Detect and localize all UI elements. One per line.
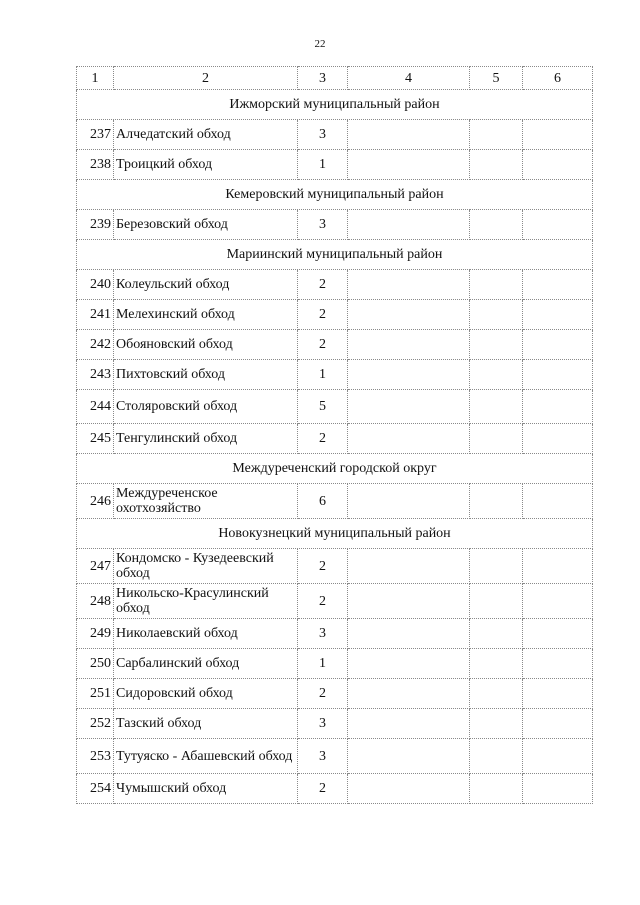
row-number: 249	[77, 619, 114, 649]
empty-cell	[470, 120, 523, 150]
section-header-row	[77, 90, 593, 120]
section-title: Междуреченский городской округ	[77, 454, 593, 484]
empty-cell	[348, 584, 470, 619]
table-row	[77, 619, 593, 649]
table-row	[77, 484, 593, 519]
area-value: 3	[298, 210, 348, 240]
row-number: 254	[77, 774, 114, 804]
area-value: 6	[298, 484, 348, 519]
section-header-row	[77, 240, 593, 270]
empty-cell	[523, 649, 593, 679]
empty-cell	[523, 679, 593, 709]
area-value: 1	[298, 360, 348, 390]
empty-cell	[470, 360, 523, 390]
column-header: 2	[114, 67, 298, 90]
table-row	[77, 679, 593, 709]
empty-cell	[470, 709, 523, 739]
section-title: Кемеровский муниципальный район	[77, 180, 593, 210]
column-header: 5	[470, 67, 523, 90]
table-row	[77, 739, 593, 774]
table-row	[77, 360, 593, 390]
empty-cell	[348, 619, 470, 649]
empty-cell	[470, 774, 523, 804]
empty-cell	[348, 549, 470, 584]
row-number: 240	[77, 270, 114, 300]
row-number: 239	[77, 210, 114, 240]
empty-cell	[348, 649, 470, 679]
table-row	[77, 774, 593, 804]
area-value: 2	[298, 774, 348, 804]
row-number: 237	[77, 120, 114, 150]
area-value: 2	[298, 300, 348, 330]
empty-cell	[523, 584, 593, 619]
empty-cell	[470, 424, 523, 454]
empty-cell	[348, 709, 470, 739]
area-value: 2	[298, 330, 348, 360]
row-number: 248	[77, 584, 114, 619]
table-row	[77, 390, 593, 424]
empty-cell	[470, 649, 523, 679]
table-row	[77, 120, 593, 150]
row-number: 241	[77, 300, 114, 330]
area-name: Чумышский обход	[114, 774, 298, 804]
empty-cell	[348, 390, 470, 424]
table-row	[77, 424, 593, 454]
column-number-row	[77, 67, 593, 90]
empty-cell	[470, 739, 523, 774]
row-number: 253	[77, 739, 114, 774]
area-value: 2	[298, 679, 348, 709]
area-value: 5	[298, 390, 348, 424]
section-header-row	[77, 454, 593, 484]
empty-cell	[470, 300, 523, 330]
column-header: 4	[348, 67, 470, 90]
area-name: Мелехинский обход	[114, 300, 298, 330]
empty-cell	[348, 120, 470, 150]
empty-cell	[348, 360, 470, 390]
row-number: 252	[77, 709, 114, 739]
section-title: Новокузнецкий муниципальный район	[77, 519, 593, 549]
empty-cell	[348, 330, 470, 360]
column-header: 6	[523, 67, 593, 90]
area-name: Алчедатский обход	[114, 120, 298, 150]
area-name: Сидоровский обход	[114, 679, 298, 709]
section-title: Ижморский муниципальный район	[77, 90, 593, 120]
area-name: Тенгулинский обход	[114, 424, 298, 454]
empty-cell	[523, 300, 593, 330]
area-name: Сарбалинский обход	[114, 649, 298, 679]
empty-cell	[470, 210, 523, 240]
area-name: Междуреченское охотхозяйство	[114, 484, 298, 519]
area-name: Никольско-Красулинский обход	[114, 584, 298, 619]
area-value: 2	[298, 584, 348, 619]
area-value: 1	[298, 649, 348, 679]
table-row	[77, 330, 593, 360]
empty-cell	[348, 300, 470, 330]
area-name: Троицкий обход	[114, 150, 298, 180]
empty-cell	[523, 210, 593, 240]
table-row	[77, 709, 593, 739]
table-row	[77, 270, 593, 300]
empty-cell	[348, 424, 470, 454]
row-number: 246	[77, 484, 114, 519]
empty-cell	[523, 424, 593, 454]
row-number: 244	[77, 390, 114, 424]
area-name: Столяровский обход	[114, 390, 298, 424]
area-name: Березовский обход	[114, 210, 298, 240]
empty-cell	[523, 330, 593, 360]
empty-cell	[523, 709, 593, 739]
area-value: 3	[298, 619, 348, 649]
empty-cell	[470, 390, 523, 424]
section-header-row	[77, 180, 593, 210]
empty-cell	[470, 150, 523, 180]
empty-cell	[470, 549, 523, 584]
area-value: 2	[298, 270, 348, 300]
section-header-row	[77, 519, 593, 549]
area-value: 3	[298, 709, 348, 739]
table-body	[77, 67, 593, 804]
row-number: 251	[77, 679, 114, 709]
row-number: 247	[77, 549, 114, 584]
empty-cell	[348, 774, 470, 804]
area-name: Обояновский обход	[114, 330, 298, 360]
empty-cell	[348, 484, 470, 519]
row-number: 238	[77, 150, 114, 180]
area-value: 1	[298, 150, 348, 180]
hunting-areas-table	[76, 66, 593, 804]
empty-cell	[523, 390, 593, 424]
column-header: 1	[77, 67, 114, 90]
empty-cell	[523, 774, 593, 804]
empty-cell	[348, 270, 470, 300]
area-value: 3	[298, 739, 348, 774]
table-row	[77, 300, 593, 330]
row-number: 250	[77, 649, 114, 679]
empty-cell	[523, 270, 593, 300]
area-name: Пихтовский обход	[114, 360, 298, 390]
empty-cell	[470, 270, 523, 300]
area-name: Колеульский обход	[114, 270, 298, 300]
empty-cell	[348, 679, 470, 709]
column-header: 3	[298, 67, 348, 90]
empty-cell	[523, 739, 593, 774]
area-name: Тазский обход	[114, 709, 298, 739]
area-name: Кондомско - Кузедеевский обход	[114, 549, 298, 584]
section-title: Мариинский муниципальный район	[77, 240, 593, 270]
area-value: 3	[298, 120, 348, 150]
area-value: 2	[298, 424, 348, 454]
empty-cell	[348, 150, 470, 180]
table-row	[77, 584, 593, 619]
table-row	[77, 210, 593, 240]
area-value: 2	[298, 549, 348, 584]
empty-cell	[470, 619, 523, 649]
empty-cell	[523, 619, 593, 649]
empty-cell	[523, 549, 593, 584]
page-number: 22	[314, 38, 326, 50]
area-name: Тутуяско - Абашевский обход	[114, 739, 298, 774]
empty-cell	[523, 360, 593, 390]
empty-cell	[523, 150, 593, 180]
table-row	[77, 549, 593, 584]
table-row	[77, 150, 593, 180]
empty-cell	[470, 679, 523, 709]
empty-cell	[470, 484, 523, 519]
empty-cell	[348, 739, 470, 774]
area-name: Николаевский обход	[114, 619, 298, 649]
empty-cell	[470, 584, 523, 619]
table-row	[77, 649, 593, 679]
empty-cell	[523, 120, 593, 150]
row-number: 245	[77, 424, 114, 454]
row-number: 243	[77, 360, 114, 390]
empty-cell	[348, 210, 470, 240]
empty-cell	[523, 484, 593, 519]
row-number: 242	[77, 330, 114, 360]
empty-cell	[470, 330, 523, 360]
